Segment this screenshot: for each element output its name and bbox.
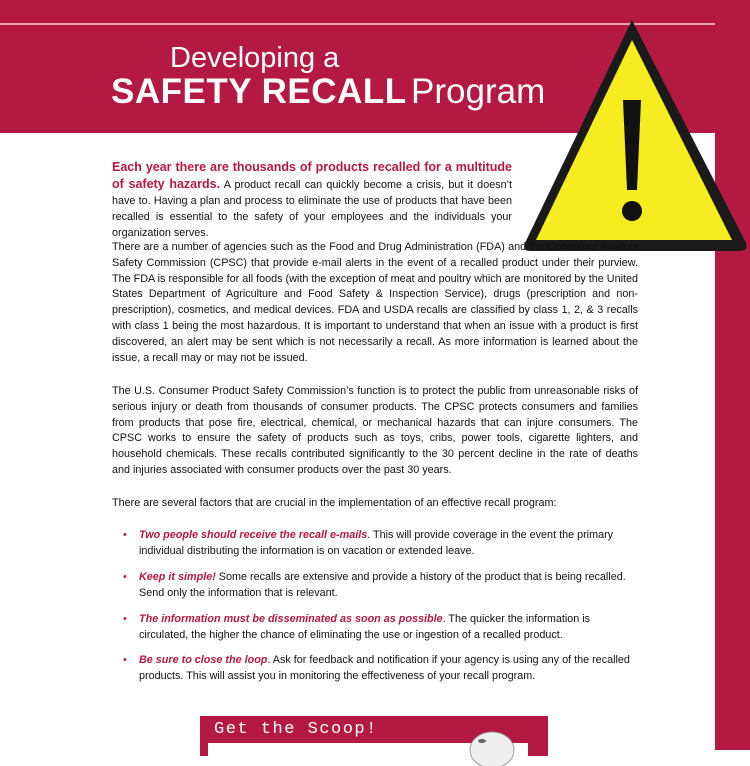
page-title-line2	[111, 72, 545, 112]
paragraph-factors: There are several factors that are crucial in the implementation of an effective recall program:	[112, 497, 557, 509]
bullet-text: . This will provide coverage in the event the primary individual distributing the information is on vacation or extended leave.	[139, 529, 614, 557]
bullet-glyph: •	[123, 612, 127, 625]
page-title-bold: SAFETY RECALL	[111, 72, 407, 111]
paragraph-agencies: There are a number of agencies such as the Food and Drug Administration (FDA) and the Consumer Product Safety Commission (CPSC) that provide e-mail alerts in the event of a recalled product under their purview. The FDA is responsible for all foods (with the exception of meat and poultry which are monitored by the United States Department of Agriculture and Food Safety & Inspection Service), drugs (prescription and non-prescription), cosmetics, and medical devices. FDA and USDA recalls are classified by class 1, 2, & 3 recalls with class 1 being the most hazardous. It is important to understand that when an issue with a product is first discovered, an alert may be sent which is not necessarily a recall. As more information is learned about the issue, a recall may or may not be issued.	[112, 241, 638, 364]
page-title-line1: Developing a	[170, 42, 340, 74]
bullet-text: Some recalls are extensive and provide a history of the product that is being recalled. Send only the information that is relevant.	[139, 570, 626, 599]
bullet-text: . The quicker the information is circulated, the higher the chance of eliminating the use or ingestion of a recalled product.	[139, 612, 591, 641]
intro-lead: Each year there are thousands of products recalled for a multitude of safety hazards.	[112, 160, 512, 191]
list-item	[112, 612, 642, 644]
intro-text: A product recall can quickly become a crisis, but it doesn’t have to. Having a plan and process to eliminate the use of products that have been recalled is essential to the safety of your employees and the individuals your organization serves.	[112, 178, 513, 239]
bullet-lead: Be sure to close the loop	[139, 654, 268, 667]
bullet-glyph: •	[123, 529, 127, 541]
intro-paragraph	[112, 160, 638, 242]
list-item	[112, 528, 642, 560]
scoop-product-image	[462, 726, 532, 766]
list-item	[112, 653, 642, 685]
bullet-lead: Keep it simple!	[139, 570, 216, 583]
bullet-glyph: •	[123, 654, 127, 667]
bullet-lead: The information must be disseminated as soon as possible	[139, 612, 443, 625]
bullet-lead: Two people should receive the recall e-mails	[139, 529, 368, 541]
bullet-glyph: •	[123, 570, 127, 583]
page-title-light: Program	[411, 72, 546, 111]
factors-list	[112, 528, 642, 695]
paragraph-cpsc: The U.S. Consumer Product Safety Commission’s function is to protect the public from unreasonable risks of serious injury or death from thousands of consumer products. The CPSC protects consumers and families from products that pose fire, electrical, chemical, or mechanical hazards that can injure consumers. The CPSC works to ensure the safety of products such as toys, cribs, power tools, cigarette lighters, and household chemicals. These recalls contributed significantly to the 30 percent decline in the rate of deaths and injuries associated with consumer products over the past 30 years.	[112, 385, 638, 476]
bullet-text: . Ask for feedback and notification if your agency is using any of the recalled products. This will assist you in monitoring the effectiveness of your recall program.	[139, 654, 630, 683]
scoop-title: Get the Scoop!	[214, 720, 378, 739]
list-item	[112, 570, 642, 602]
